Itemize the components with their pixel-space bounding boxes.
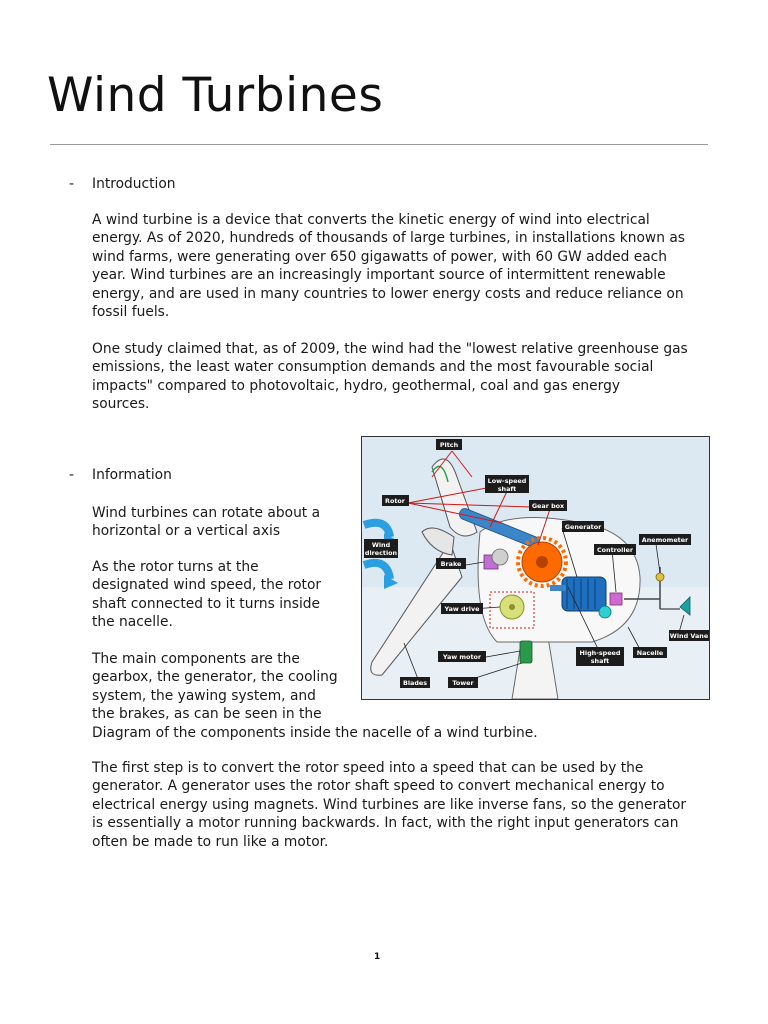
controller-shape (610, 593, 622, 605)
title-divider (50, 144, 708, 145)
label-yaw-drive (441, 603, 483, 614)
svg-text:Wind: Wind (371, 541, 391, 549)
high-speed-shaft-shape (550, 585, 566, 591)
svg-text:Brake: Brake (440, 560, 462, 568)
svg-text:direction: direction (364, 549, 398, 557)
label-yaw-motor (438, 651, 486, 662)
yaw-motor-shape (520, 641, 532, 663)
label-anemometer (639, 534, 691, 545)
section-heading-information: Information (92, 467, 172, 483)
label-wind-direction (364, 539, 398, 558)
info-paragraph-1: Wind turbines can rotate about a horizontal or a vertical axis (92, 505, 321, 540)
svg-text:Tower: Tower (452, 679, 474, 687)
page-number: 1 (374, 952, 381, 962)
label-pitch (436, 439, 462, 450)
label-controller (594, 544, 636, 555)
brake-disc (492, 549, 508, 565)
svg-text:Generator: Generator (564, 523, 602, 531)
turbine-nacelle-diagram (361, 436, 710, 700)
label-rotor (382, 495, 409, 506)
info-paragraph-2: As the rotor turns at the designated wind speed, the rotor shaft connected to it turns inside the nacelle. (92, 559, 322, 631)
svg-text:Pitch: Pitch (439, 441, 459, 449)
label-tower (448, 677, 478, 688)
label-gear-box (529, 500, 567, 511)
svg-text:Wind Vane: Wind Vane (669, 632, 709, 640)
label-brake (436, 558, 466, 569)
svg-text:Nacelle: Nacelle (636, 649, 664, 657)
svg-text:Controller: Controller (596, 546, 634, 554)
svg-text:Gear box: Gear box (531, 502, 565, 510)
diagram-canvas (362, 437, 709, 699)
section-heading-introduction: Introduction (92, 176, 176, 192)
svg-text:Rotor: Rotor (385, 497, 405, 505)
svg-text:shaft: shaft (590, 657, 610, 665)
bullet-dash: - (69, 176, 74, 192)
page-title: Wind Turbines (47, 68, 384, 123)
label-wind-vane (669, 630, 709, 641)
anemometer-cups (656, 573, 664, 581)
svg-text:High-speed: High-speed (579, 649, 621, 657)
info-paragraph-3: The main components are the gearbox, the generator, the cooling system, the yawing system, and the brakes, as can be seen in the Diagram of the components inside the nacelle of a wind turbine. (92, 651, 538, 741)
svg-text:Yaw drive: Yaw drive (444, 605, 480, 613)
svg-text:Low-speed: Low-speed (487, 477, 527, 485)
info-paragraph-4: The first step is to convert the rotor speed into a speed that can be used by the generator. A generator uses the rotor shaft speed to convert mechanical energy to electrical energy using magnets. Wind turbines are like inverse fans, so the generator is essentially a motor running backwards. In fact, with the right input generators can often be made to run like a motor. (92, 760, 687, 850)
svg-text:Yaw motor: Yaw motor (442, 653, 482, 661)
label-nacelle (633, 647, 667, 658)
label-generator (562, 521, 604, 532)
bullet-dash: - (69, 467, 74, 483)
yaw-drive-gear (500, 595, 524, 619)
intro-paragraph-2: One study claimed that, as of 2009, the wind had the "lowest relative greenhouse gas emissions, the least water consumption demands and the most favourable social impacts" compared to photovoltaic, hydro, geothermal, coal and gas energy sources. (92, 341, 688, 413)
label-blades (400, 677, 430, 688)
svg-text:Blades: Blades (402, 679, 428, 687)
svg-text:Anemometer: Anemometer (641, 536, 689, 544)
label-low-speed-shaft (485, 475, 529, 493)
intro-paragraph-1: A wind turbine is a device that converts the kinetic energy of wind into electrical energy. As of 2020, hundreds of thousands of large turbines, in installations known as wind farms, were generating over 650 gigawatts of power, with 60 GW added each year. Wind turbines are an increasingly important source of intermittent renewable energy, and are used in many countries to lower energy costs and reduce reliance on fossil fuels. (92, 212, 685, 321)
svg-text:shaft: shaft (497, 485, 517, 493)
label-high-speed-shaft (576, 647, 624, 666)
